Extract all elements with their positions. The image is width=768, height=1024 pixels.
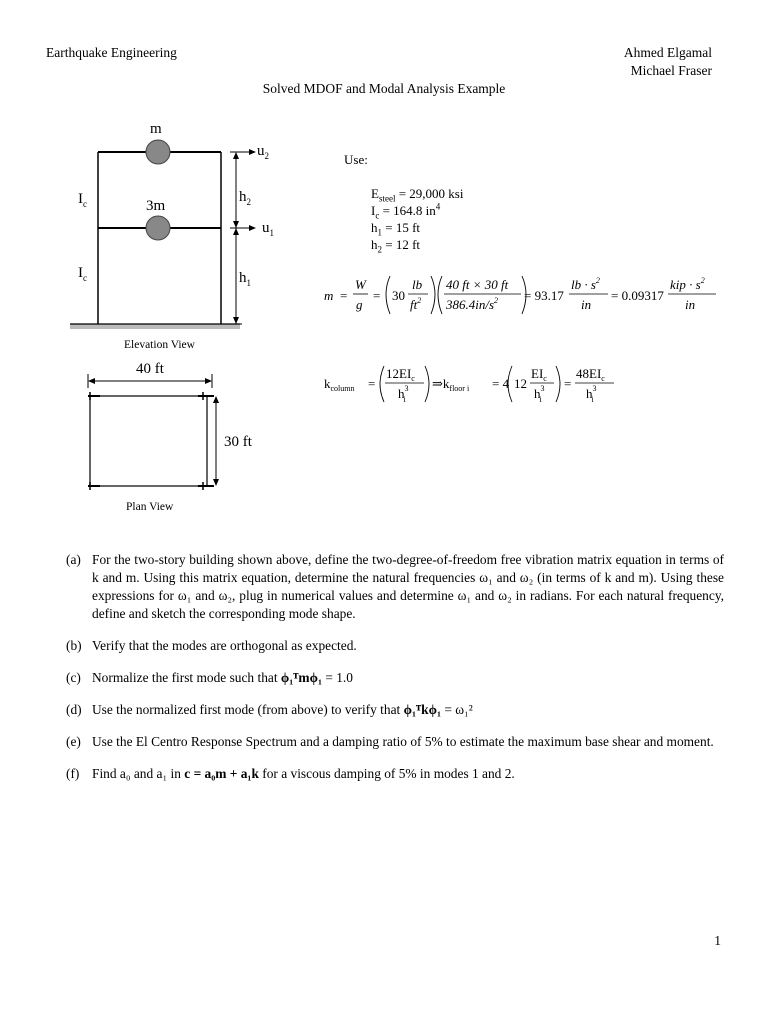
depth-arrow-bottom xyxy=(213,479,219,486)
dim-arrow-1 xyxy=(233,152,239,159)
k-eq-kfloor: $\Rightarrow k_{floor i}$ xyxy=(432,376,470,393)
width-arrow-left xyxy=(88,378,95,384)
k-eq-res-num: $48EI_c$ xyxy=(576,366,605,383)
stiffness-equation xyxy=(318,360,638,410)
question-e xyxy=(66,733,724,751)
paren-open-1 xyxy=(386,276,390,314)
k-paren-close-2 xyxy=(556,366,560,402)
ic-lower-label: $I_c$ xyxy=(78,265,87,283)
mass-eq-equals-2: = xyxy=(373,288,381,303)
mass-eq-res1: = 93.17 xyxy=(524,288,564,303)
question-b-label: (b) xyxy=(66,638,82,653)
question-c-label: (c) xyxy=(66,670,81,685)
mass-eq-den2: $386.4in/s^2$ xyxy=(446,296,499,312)
mid-mass-label: 3m xyxy=(146,198,166,214)
mass-eq-W: W xyxy=(355,277,366,292)
question-c-text: Normalize the first mode such that ϕ₁ᵀmϕ₁ = 1.0 xyxy=(92,670,353,685)
mass-eq-ft2: $ft^2$ xyxy=(410,296,422,312)
question-a-text: For the two-story building shown above, define the two-degree-of-freedom free vibration matrix equation in terms of k and m. Using this matrix equation, determine the natural frequencies ω₁ and ω₂ (in terms of k and m). Using these expressions for ω₁ and ω₂, plug in numerical values and determine ω₁ and ω₂ in radians. For each natural frequency, define and sketch the corresponding mode shape. xyxy=(92,552,724,621)
question-f-label: (f) xyxy=(66,766,80,781)
question-d-label: (d) xyxy=(66,702,82,717)
mass-eq-num2: 40 ft × 30 ft xyxy=(446,277,509,292)
k-eq-equals-1: = xyxy=(368,376,376,391)
ground-hatch xyxy=(70,324,240,329)
u2-label: $u_2$ xyxy=(257,143,269,161)
k-eq-num1: $12EI_c$ xyxy=(386,366,415,383)
mass-eq-lbs2: lb · $s^2$ xyxy=(571,276,600,292)
k-eq-den1: $h^3$ i xyxy=(398,384,409,404)
k-paren-open-1 xyxy=(380,366,384,402)
mass-eq-in-1: in xyxy=(581,297,592,312)
mass-eq-lb: lb xyxy=(412,277,423,292)
depth-arrow-top xyxy=(213,396,219,403)
ic-line: $I_c = 164.8$ $in^4$ xyxy=(371,201,441,221)
question-list xyxy=(66,551,724,797)
u2-arrow-head xyxy=(249,149,256,155)
h1-line: $h_1 = 15$ ft xyxy=(371,220,421,238)
paren-open-2 xyxy=(438,276,442,314)
question-c-formula: ϕ₁ᵀmϕ₁ xyxy=(280,670,322,685)
k-eq-twelve: 12 xyxy=(514,376,527,391)
question-b-text: Verify that the modes are orthogonal as expected. xyxy=(92,638,357,653)
mass-eq-m: m xyxy=(324,288,334,303)
width-dimension-label: 40 ft xyxy=(136,361,164,377)
dim-arrow-4 xyxy=(233,317,239,324)
question-d-text: Use the normalized first mode (from above) to verify that ϕ₁ᵀkϕ₁ = ω₁² xyxy=(92,702,473,717)
h2-line: $h_2 = 12$ ft xyxy=(371,237,421,255)
author-1: Ahmed Elgamal xyxy=(623,45,712,60)
mass-eq-equals-1: = xyxy=(340,288,348,303)
plan-outline xyxy=(90,396,207,486)
top-mass-icon xyxy=(146,140,170,164)
use-heading: Use: xyxy=(344,152,368,167)
h1-label: $h_1$ xyxy=(239,270,251,288)
k-eq-kcolumn: $k_{column}$ xyxy=(324,376,355,393)
width-arrow-right xyxy=(205,378,212,384)
mass-eq-res2: = 0.09317 xyxy=(611,288,664,303)
mid-mass-icon xyxy=(146,216,170,240)
depth-dimension-label: 30 ft xyxy=(224,434,252,450)
dim-arrow-2 xyxy=(233,221,239,228)
question-f xyxy=(66,765,724,783)
course-title: Earthquake Engineering xyxy=(46,45,177,60)
question-d-formula: ϕ₁ᵀkϕ₁ xyxy=(403,702,441,717)
question-a-label: (a) xyxy=(66,552,81,567)
k-eq-res-den: $h^3$ i xyxy=(586,384,597,404)
k-eq-equals-2: = xyxy=(564,376,572,391)
k-eq-ei: $EI_c$ xyxy=(531,366,547,383)
ic-upper-label: $I_c$ xyxy=(78,191,87,209)
dim-arrow-3 xyxy=(233,228,239,235)
question-e-label: (e) xyxy=(66,734,81,749)
mass-eq-g: g xyxy=(356,297,363,312)
question-c xyxy=(66,669,724,687)
h2-label: $h_2$ xyxy=(239,189,251,207)
u1-label: $u_1$ xyxy=(262,220,274,238)
elevation-caption: Elevation View xyxy=(124,339,195,351)
author-2: Michael Fraser xyxy=(630,63,712,78)
mass-eq-in-2: in xyxy=(685,297,696,312)
mass-equation xyxy=(318,270,718,320)
page-number: 1 xyxy=(714,933,721,948)
plan-caption: Plan View xyxy=(126,501,174,513)
document-title: Solved MDOF and Modal Analysis Example xyxy=(262,81,506,96)
elevation-view-diagram xyxy=(0,110,310,360)
esteel-line: $E_{steel} = 29,000$ ksi xyxy=(371,186,464,204)
mass-eq-thirty: 30 xyxy=(392,288,405,303)
mass-eq-kips2: kip · $s^2$ xyxy=(670,276,705,292)
u1-arrow-head xyxy=(249,225,256,231)
plan-view-diagram xyxy=(0,360,310,520)
paren-close-1 xyxy=(431,276,435,314)
question-e-text: Use the El Centro Response Spectrum and a damping ratio of 5% to estimate the maximum base shear and moment. xyxy=(92,734,714,749)
top-mass-label: m xyxy=(150,121,162,137)
question-b xyxy=(66,637,724,655)
question-f-formula: c = a₀m + a₁k xyxy=(184,766,259,781)
k-eq-four: = 4 xyxy=(492,376,510,391)
k-paren-close-1 xyxy=(425,366,429,402)
k-eq-den2: $h^3$ i xyxy=(534,384,545,404)
question-d xyxy=(66,701,724,719)
question-f-text: Find a₀ and a₁ in c = a₀m + a₁k for a viscous damping of 5% in modes 1 and 2. xyxy=(92,766,515,781)
question-a xyxy=(66,551,724,623)
